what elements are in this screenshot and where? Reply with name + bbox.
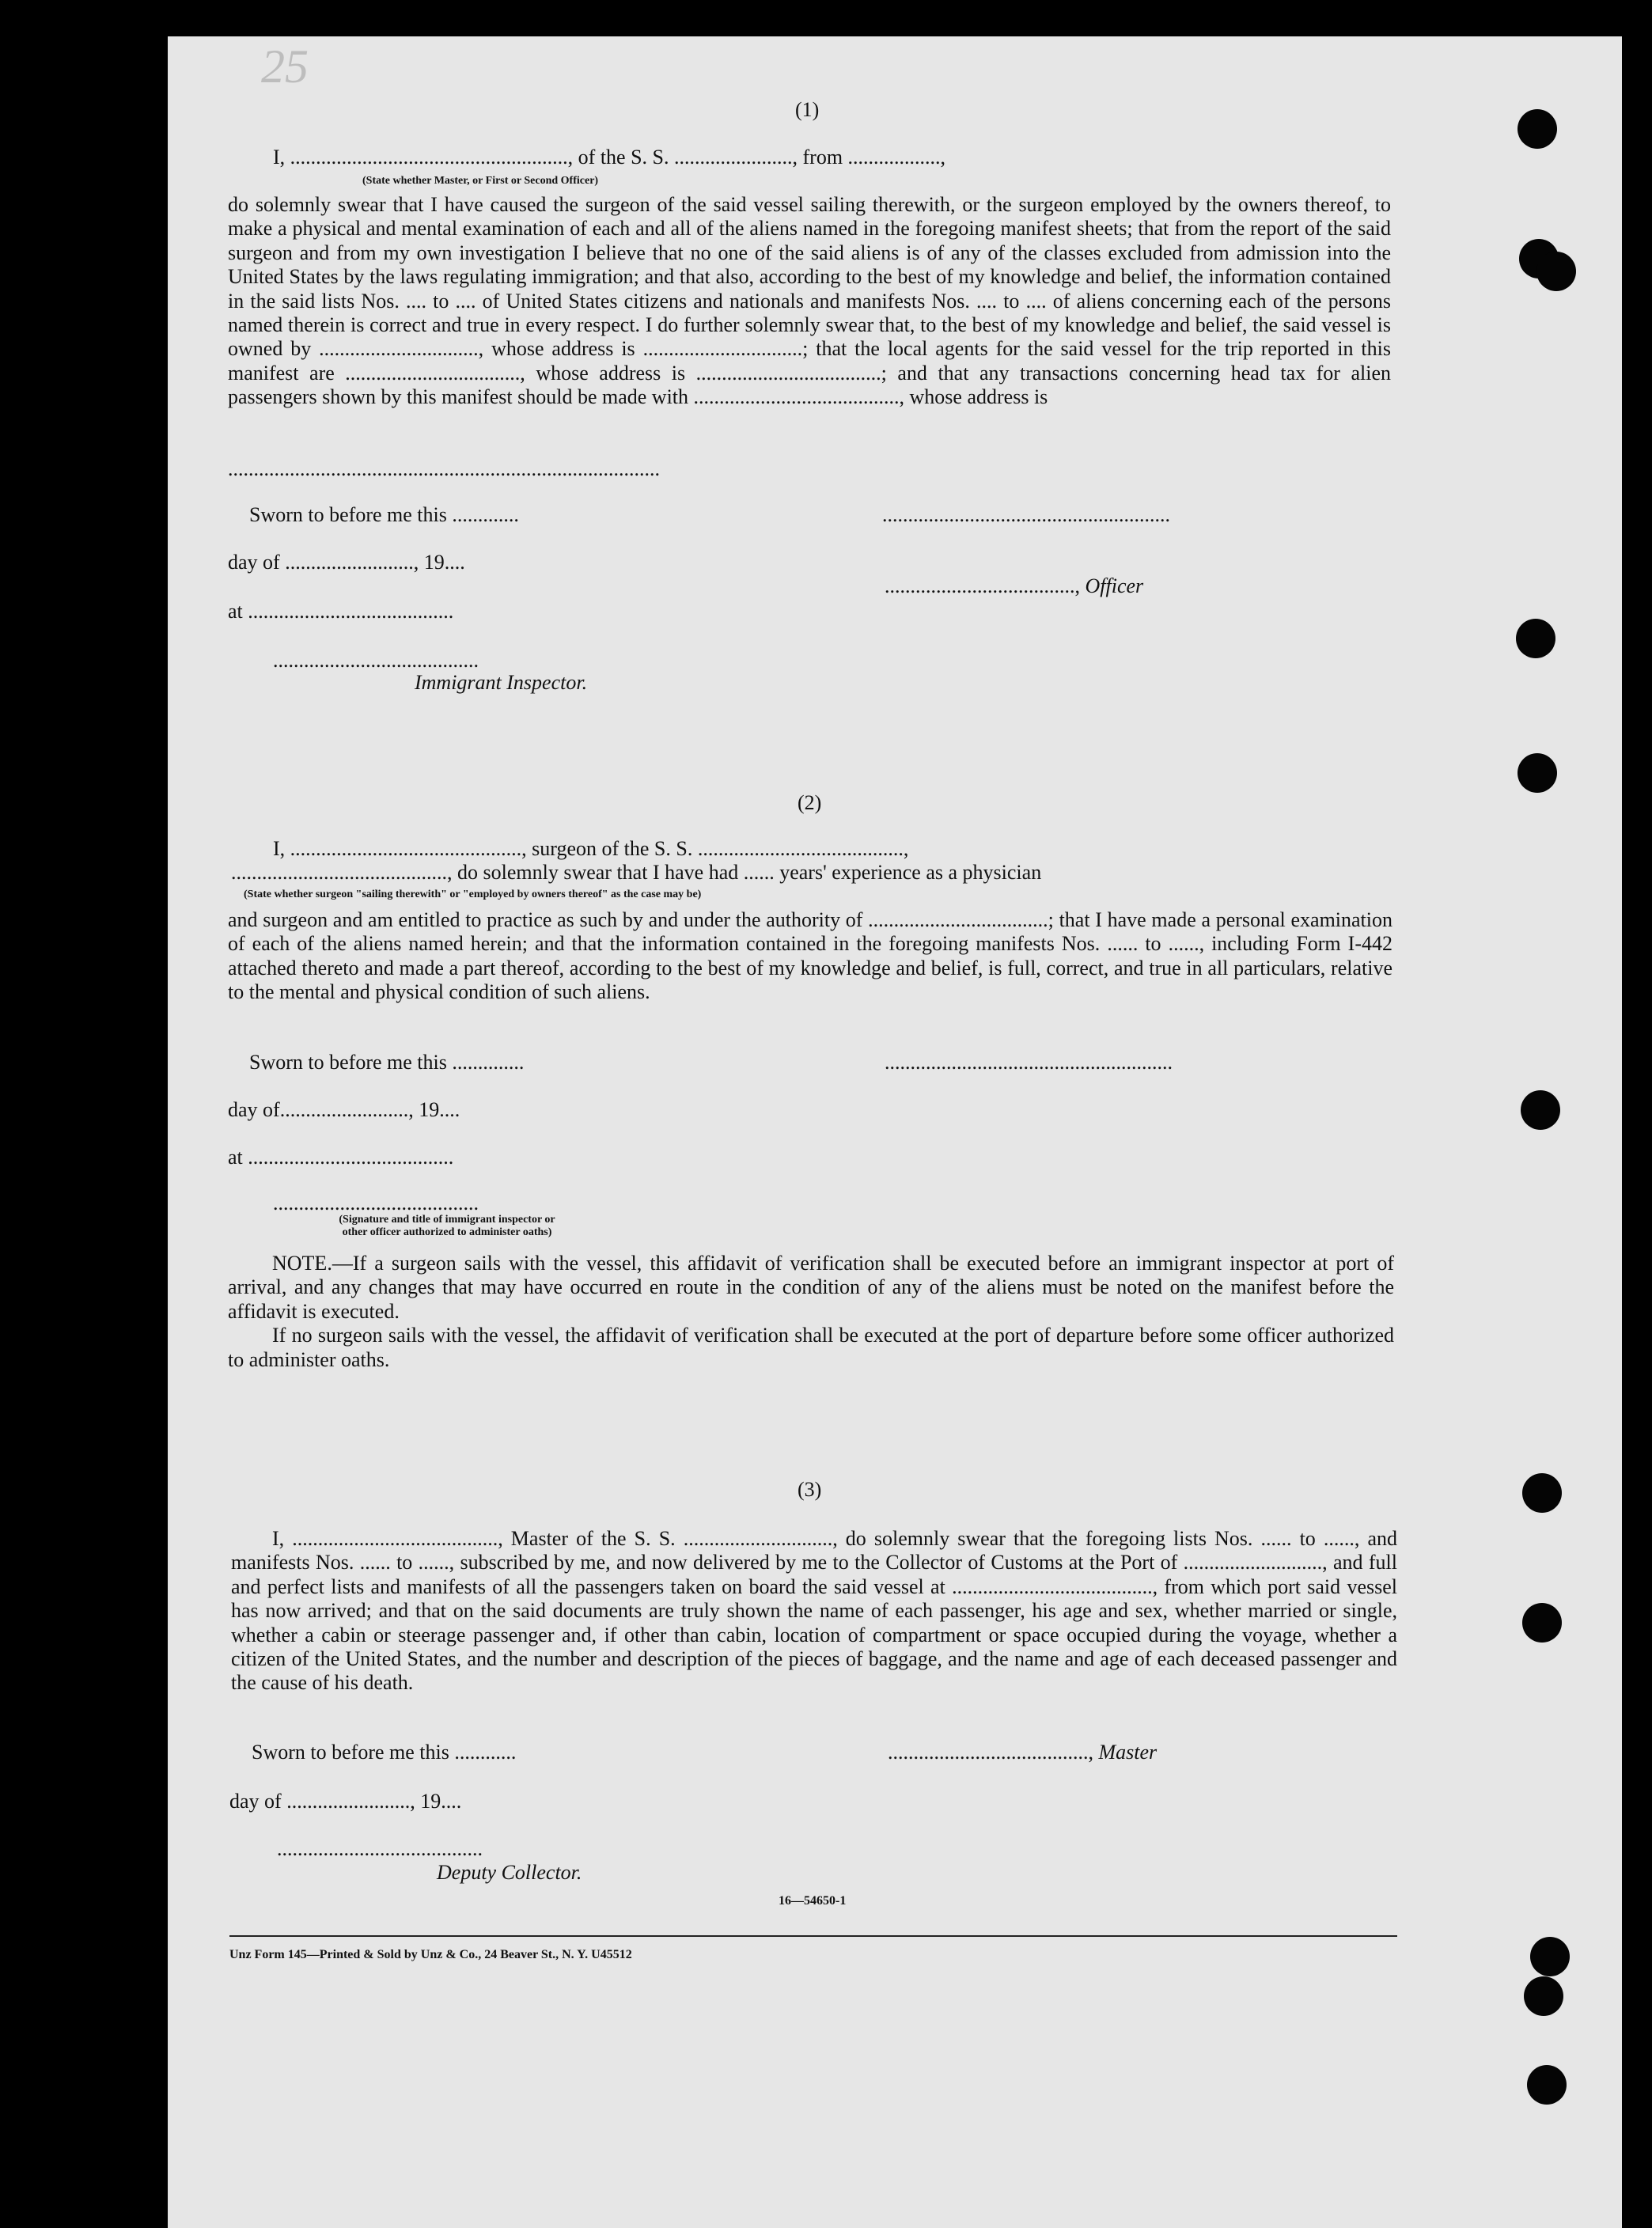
s1-inspector-label: Immigrant Inspector. [415,671,588,694]
s2-second-line: .........................................., do solemnly swear that I have had ...... years' experience as a physician [231,861,1042,884]
s1-opening-line: I, ......................................................, of the S. S. ......................., from .................., [273,146,946,169]
s1-signature-line: ........................................................ [882,503,1170,526]
punch-hole [1524,1976,1563,2016]
s2-sig2-note-line1: (Signature and title of immigrant inspector or [339,1214,555,1226]
s2-signature2-note [273,1214,621,1239]
s1-officer-label: Officer [1085,574,1144,597]
s1-dotted-line: .................................................................................... [228,457,660,480]
s2-note-paragraph [228,1252,1394,1372]
s1-inspector-dots: ........................................ [273,649,479,672]
s2-sworn-line: Sworn to before me this .............. [249,1051,525,1074]
s2-surgeon-note: (State whether surgeon "sailing therewith" or "employed by owners thereof" as the case may be) [244,889,702,900]
s1-officer-dots: ....................................., [885,574,1086,597]
punch-hole [1536,252,1576,291]
handwritten-mark: 25 [261,40,309,93]
section-3-number: (3) [798,1478,822,1501]
punch-hole [1517,109,1557,149]
s3-day-line: day of ........................, 19.... [229,1790,462,1813]
punch-hole [1530,1937,1570,1976]
s2-signature-line: ........................................................ [885,1051,1173,1074]
s1-at-line: at ........................................ [228,600,454,623]
s3-deputy-collector-label: Deputy Collector. [437,1861,582,1884]
s2-signature2-dots: ........................................ [273,1192,479,1214]
printer-footer: Unz Form 145—Printed & Sold by Unz & Co., 24 Beaver St., N. Y. U45512 [229,1948,632,1961]
s3-form-code: 16—54650-1 [779,1894,847,1908]
s2-at-line: at ........................................ [228,1146,454,1169]
s1-oath-paragraph: do solemnly swear that I have caused the surgeon of the said vessel sailing therewith, or the surgeon employed by the owners thereof, to make a physical and mental examination of each and all of the aliens named in the foregoing manifest sheets; that from the report of the said surgeon and from my own investigation I believe that no one of the said aliens is of any of the classes excluded from admission into the United States by the laws regulating immigration; and that also, according to the best of my knowledge and belief, the information contained in the said lists Nos. .... to .... of United States citizens and nationals and manifests Nos. .... to .... of aliens concerning each of the persons named therein is correct and true in every respect. I do further solemnly swear that, to the best of my knowledge and belief, the said vessel is owned by ..............................., whose address is ...............................; that the local agents for the said vessel for the trip reported in this manifest are .................................., whose address is ....................................; and that any transactions concerning head tax for alien passengers shown by this manifest should be made with ........................................, whose address is [228,193,1391,409]
s1-day-line: day of ........................., 19.... [228,551,465,574]
s1-officer-note: (State whether Master, or First or Second Officer) [362,175,599,187]
section-1-number: (1) [795,98,820,121]
s3-sworn-line: Sworn to before me this ............ [252,1741,517,1764]
s1-officer-line [885,574,1143,598]
punch-hole [1516,619,1555,658]
section-2-number: (2) [798,791,822,814]
s2-opening-line: I, ............................................., surgeon of the S. S. ........................................, [273,837,909,860]
s3-oath-paragraph: I, ........................................, Master of the S. S. ............................., do solemnly swear that the foregoing lists Nos. ...... to ......, and manifests Nos. ...... to ......, subscribed by me, and now delivered by me to the Collector of Customs at the Port of ..........................., and full and perfect lists and manifests of all the passengers taken on board the said vessel at ......................................., from which port said vessel has now arrived; and that on the said documents are truly shown the name of each passenger, his age and sex, whether married or single, whether a cabin or steerage passenger and, if other than cabin, location of compartment or space occupied during the voyage, whether a citizen of the United States, and the number and description of the pieces of baggage, and the name and age of each deceased passenger and the cause of his death. [231,1527,1397,1695]
punch-hole [1522,1603,1562,1643]
footer-rule [229,1935,1397,1937]
s2-note-p2: If no surgeon sails with the vessel, the affidavit of verification shall be executed at the port of departure before some officer authorized to administer oaths. [228,1324,1394,1371]
s2-oath-paragraph: and surgeon and am entitled to practice as such by and under the authority of ...................................; that I have made a personal examination of each of the aliens named herein; and that the information contained in the foregoing manifests Nos. ...... to ......, including Form I-442 attached thereto and made a part thereof, according to the best of my knowledge and belief, is full, correct, and true in all particulars, relative to the mental and physical condition of such aliens. [228,908,1392,1004]
punch-hole [1517,753,1557,793]
s3-master-line [888,1741,1157,1764]
s3-master-dots: ......................................., [888,1741,1099,1764]
s3-master-label: Master [1098,1741,1158,1764]
s1-sworn-line: Sworn to before me this ............. [249,503,519,526]
s2-sig2-note-line2: other officer authorized to administer oaths) [342,1226,552,1238]
punch-hole [1522,1473,1562,1513]
s2-note-p1: NOTE.—If a surgeon sails with the vessel, this affidavit of verification shall be executed before an immigrant inspector at port of arrival, and any changes that may have occurred en route in the condition of any of the aliens must be noted on the manifest before the affidavit is executed. [228,1252,1394,1323]
s3-collector-dots: ........................................ [277,1837,483,1860]
punch-hole [1527,2065,1567,2105]
s2-day-line: day of........................., 19.... [228,1098,460,1121]
punch-hole [1521,1090,1560,1130]
